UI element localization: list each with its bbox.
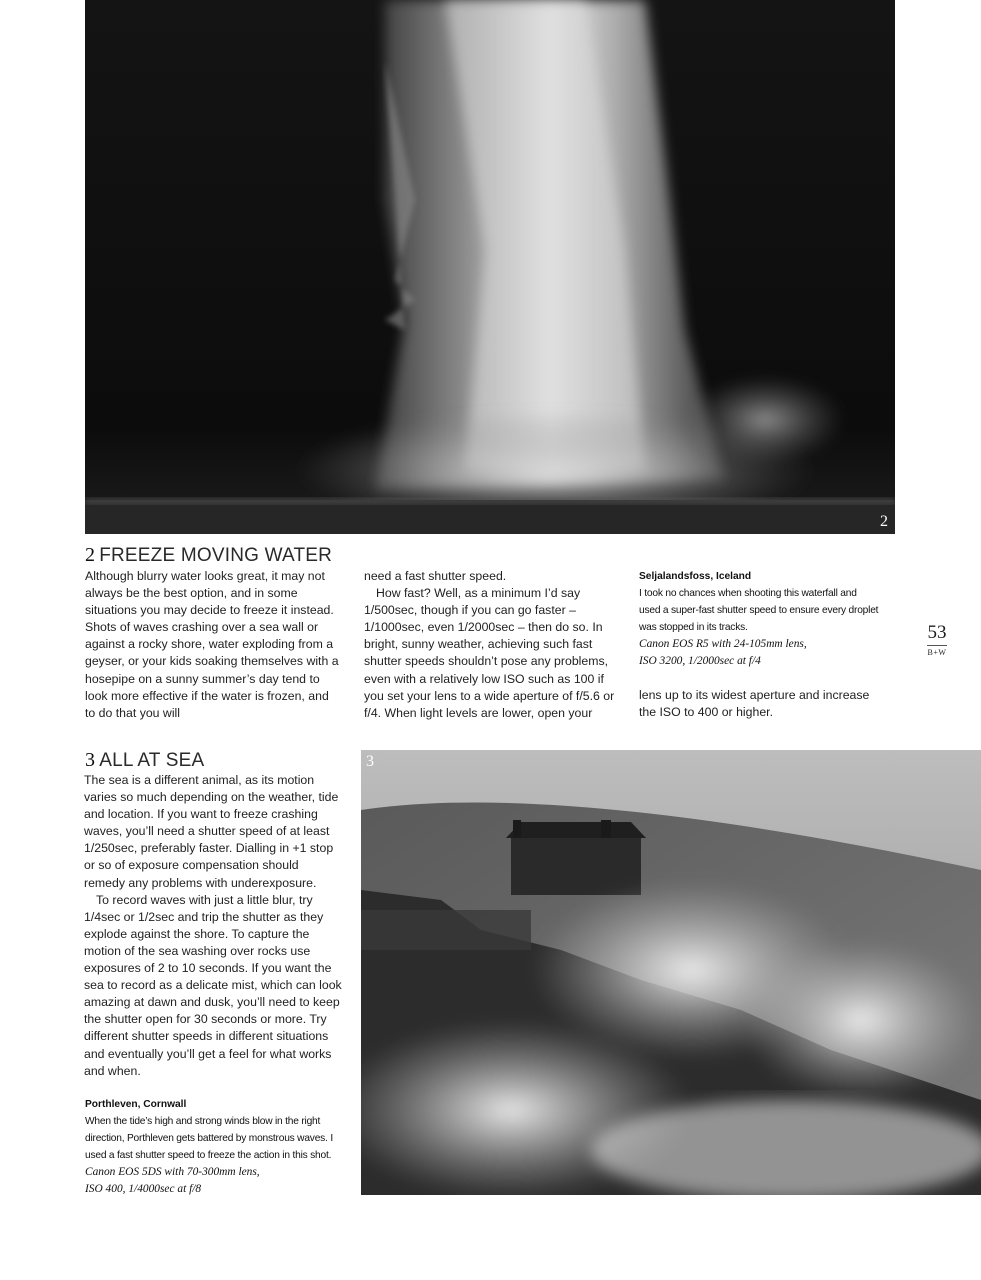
photo-number-2: 2: [880, 513, 888, 530]
section-3-p2: To record waves with just a little blur, try 1/4sec or 1/2sec and trip the shutter as they explode against the shore. To capture the motion of the sea washing over rocks use exposures of 2 to 10 seconds. If you want the sea to record as a delicate mist, which can look amazing at dawn and dusk, you’ll need to keep the shutter open for 30 seconds or more. Try different shutter speeds in different situations and eventually you’ll get a feel for what works and when.: [84, 892, 342, 1078]
sea-caption-text: When the tide’s high and strong winds blow in the right direction, Porthleven gets battered by monstrous waves. I used a fast shutter speed to freeze the action in this shot.: [85, 1116, 333, 1161]
sea-caption-title: Porthleven, Cornwall: [85, 1099, 187, 1110]
sea-photo: [361, 750, 981, 1195]
section-3-p1: The sea is a different animal, as its motion varies so much depending on the weather, tide and location. If you want to freeze crashing waves, you’ll need a shutter speed of at least 1/250sec, preferably faster. Dialling in +1 stop or so of exposure compensation should remedy any problems with underexposure.: [84, 773, 339, 890]
section-2-col3-text: lens up to its widest aperture and increase the ISO to 400 or higher.: [639, 688, 870, 720]
section-2-col2-p1: need a fast shutter speed.: [364, 569, 507, 583]
sea-caption-tech-2: ISO 400, 1/4000sec at f/8: [85, 1183, 202, 1195]
magazine-mark: B+W: [927, 648, 947, 657]
section-2-col2-p2: How fast? Well, as a minimum I’d say 1/500sec, though if you can go faster – 1/1000sec, even 1/2000sec – then do so. In bright, sunny weather, achieving such fast shutter speeds shouldn’t pose any problems, even with a relatively low ISO such as 100 if you set your lens to a wide aperture of f/5.6 or f/4. When light levels are lower, open your: [364, 586, 615, 720]
waterfall-caption-text: I took no chances when shooting this waterfall and used a super-fast shutter speed to ensure every droplet was stopped in its tracks.: [639, 588, 879, 633]
page-folio: [924, 623, 950, 657]
folio-rule: [927, 645, 947, 646]
waterfall-caption-tech-1: Canon EOS R5 with 24-105mm lens,: [639, 638, 807, 650]
waterfall-caption-tech-2: ISO 3200, 1/2000sec at f/4: [639, 655, 761, 667]
section-2-title: FREEZE MOVING WATER: [99, 545, 333, 566]
section-2-heading: [85, 544, 332, 567]
section-3-number: 3: [85, 749, 96, 771]
waterfall-caption-title: Seljalandsfoss, Iceland: [639, 571, 752, 582]
section-3-body: [84, 772, 342, 1080]
section-2-number: 2: [85, 544, 96, 566]
section-2-column-2: [364, 568, 621, 722]
waterfall-caption: [639, 568, 879, 670]
sea-caption: [85, 1096, 340, 1198]
sea-caption-tech-1: Canon EOS 5DS with 70-300mm lens,: [85, 1166, 260, 1178]
section-2-col1-text: Although blurry water looks great, it may not always be the best option, and in some situations you may decide to freeze it instead. Shots of waves crashing over a sea wall or against a rocky shore, water exploding from a geyser, or your kids soaking themselves with a hosepipe on a sunny summer’s day tend to look more effective if the water is frozen, and to do that you will: [85, 569, 339, 720]
waterfall-photo: [85, 0, 895, 534]
section-2-column-3: [639, 687, 884, 721]
section-2-column-1: [85, 568, 340, 722]
section-3-title: ALL AT SEA: [99, 750, 205, 771]
photo-number-3: 3: [366, 753, 374, 770]
section-3-heading: [85, 749, 204, 772]
page-number: 53: [927, 622, 947, 643]
